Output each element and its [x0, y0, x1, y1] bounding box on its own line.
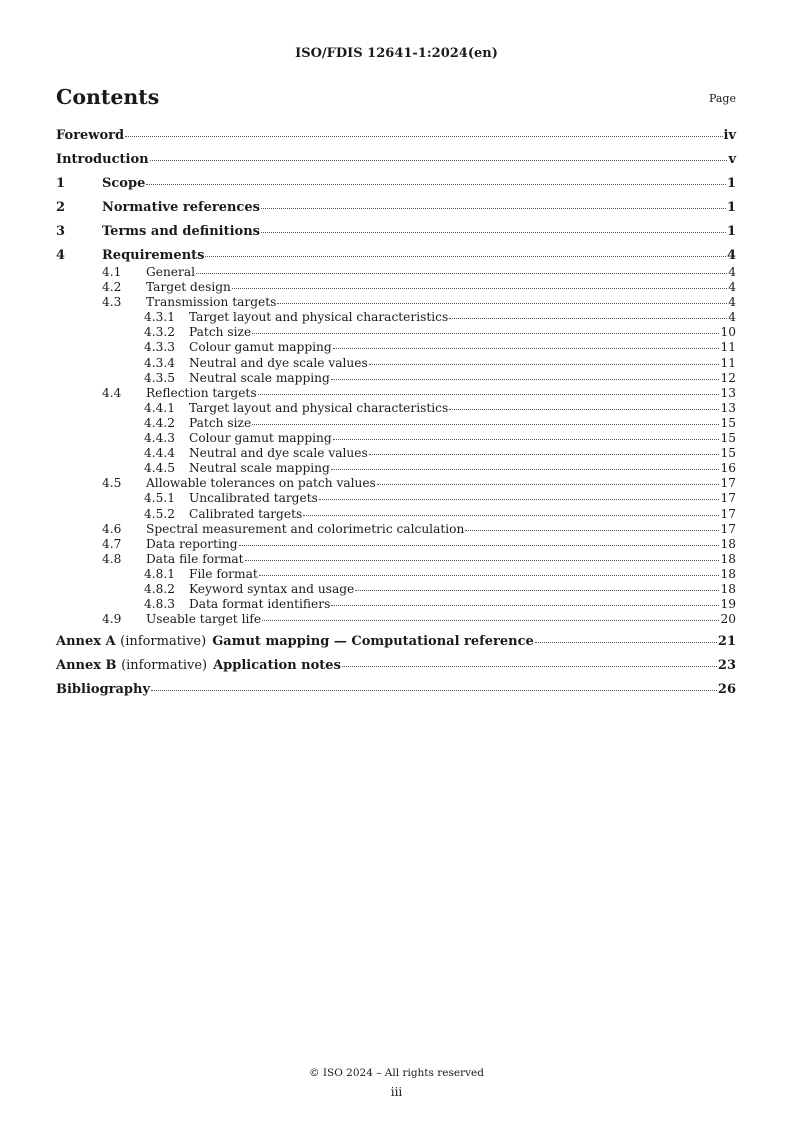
toc-entry-title: Patch size — [189, 325, 252, 340]
dot-leader — [261, 208, 726, 209]
toc-entry-page: 16 — [720, 461, 736, 476]
toc-entry-number: 3 — [56, 224, 66, 239]
dot-leader — [259, 575, 720, 576]
toc-entry[interactable] — [56, 582, 736, 597]
toc-entry-title: General — [146, 265, 195, 279]
dot-leader — [146, 184, 726, 185]
toc-entry-page: 18 — [720, 536, 736, 551]
toc-entry-number: 4.4.2 — [144, 415, 176, 430]
toc-entry-number: 4.3.4 — [144, 355, 176, 370]
toc-entry-title-group — [146, 537, 238, 551]
document-header: ISO/FDIS 12641-1:2024(en) — [295, 46, 498, 61]
annex-label: Annex A — [56, 634, 116, 650]
toc-entry-number: 4.3.2 — [144, 325, 176, 340]
toc-entry[interactable] — [56, 491, 736, 506]
toc-entry[interactable] — [56, 552, 736, 567]
toc-entry-title-group — [102, 176, 145, 191]
toc-entry[interactable] — [56, 401, 736, 416]
toc-entry[interactable] — [56, 597, 736, 612]
toc-entry-page: iv — [723, 128, 736, 143]
toc-entry-title-group — [146, 386, 257, 400]
toc-entry[interactable] — [56, 310, 736, 325]
toc-entry-title-group — [189, 491, 318, 505]
toc-entry[interactable] — [56, 265, 736, 280]
toc-entry[interactable] — [56, 416, 736, 431]
toc-entry-title: Neutral scale mapping — [189, 461, 330, 476]
dot-leader — [125, 136, 722, 137]
toc-entry-title: Spectral measurement and colorimetric calculation — [146, 521, 465, 536]
dot-leader — [150, 160, 728, 161]
toc-entry-title-group — [102, 224, 260, 239]
toc-entry-number: 4.8.1 — [144, 566, 176, 581]
dot-leader — [151, 690, 717, 691]
toc-entry-title: Data reporting — [146, 536, 238, 551]
toc-entry-title-group — [146, 612, 261, 626]
toc-entry-page: 1 — [726, 200, 736, 215]
toc-entry-page: 18 — [720, 551, 736, 566]
toc-entry-page: 4 — [728, 310, 736, 325]
dot-leader — [252, 424, 719, 425]
toc-entry-title: Neutral and dye scale values — [189, 355, 368, 370]
toc-entry-page: 15 — [720, 415, 736, 430]
toc-entry[interactable] — [56, 371, 736, 386]
toc-entry-title: Uncalibrated targets — [189, 491, 318, 506]
toc-entry-number: 1 — [56, 176, 66, 191]
toc-entry-page: 20 — [720, 612, 736, 627]
toc-entry-number: 4.8 — [102, 551, 122, 566]
toc-entry-title-group — [189, 431, 332, 445]
toc-entry-page: 17 — [720, 521, 736, 536]
toc-entry-page: 4 — [728, 265, 736, 279]
toc-entry[interactable] — [56, 507, 736, 522]
toc-entry-title: Useable target life — [146, 612, 262, 627]
dot-leader — [196, 273, 727, 274]
dot-leader — [245, 560, 720, 561]
toc-entry-title-group — [189, 371, 330, 385]
toc-entry-title-group — [189, 597, 330, 611]
toc-entry-title-group — [102, 248, 204, 263]
toc-entry-number: 4.4.4 — [144, 446, 176, 461]
toc-entry-number: 4 — [56, 248, 66, 263]
toc-entry-title: Colour gamut mapping — [189, 431, 332, 446]
dot-leader — [239, 545, 720, 546]
toc-entry-page: 4 — [728, 280, 736, 295]
toc-entry-page: 21 — [717, 634, 736, 650]
toc-entry-page: 18 — [720, 581, 736, 596]
toc-entry-title-group — [189, 446, 368, 460]
toc-entry-page: 18 — [720, 566, 736, 581]
toc-entry-page: 4 — [726, 248, 736, 263]
toc-entry[interactable] — [56, 634, 736, 651]
toc-entry[interactable] — [56, 200, 736, 217]
toc-entry-title-group — [189, 582, 354, 596]
dot-leader — [331, 469, 720, 470]
toc-entry-page: 17 — [720, 476, 736, 491]
toc-entry[interactable] — [56, 356, 736, 371]
toc-entry-number: 4.6 — [102, 521, 122, 536]
toc-entry-title-group — [146, 265, 195, 279]
toc-entry-number: 4.8.2 — [144, 581, 176, 596]
toc-entry-page: 17 — [720, 506, 736, 521]
toc-entry[interactable] — [56, 280, 736, 295]
toc-entry[interactable] — [56, 658, 736, 675]
toc-entry-title: Terms and definitions — [102, 224, 260, 239]
toc-entry-title-group — [189, 340, 332, 354]
toc-entry[interactable] — [56, 128, 736, 145]
dot-leader — [465, 530, 719, 531]
toc-entry[interactable] — [56, 176, 736, 193]
toc-entry-title-group — [146, 552, 244, 566]
toc-entry[interactable] — [56, 476, 736, 491]
table-of-contents — [56, 128, 736, 699]
toc-entry-number: 4.3.5 — [144, 370, 176, 385]
toc-entry-title-group — [56, 658, 341, 673]
toc-entry-title: Transmission targets — [146, 295, 277, 310]
dot-leader — [319, 499, 720, 500]
toc-entry[interactable] — [56, 682, 736, 699]
toc-entry-title: Reflection targets — [146, 385, 257, 400]
toc-entry[interactable] — [56, 567, 736, 582]
toc-entry-title-group — [146, 295, 276, 309]
toc-entry-title: Data file format — [146, 551, 244, 566]
dot-leader — [369, 454, 720, 455]
toc-entry-page: 26 — [717, 682, 736, 698]
toc-entry-title-group — [56, 128, 124, 143]
copyright-footer: © ISO 2024 – All rights reserved — [309, 1067, 484, 1079]
dot-leader — [449, 318, 727, 319]
toc-entry-number: 4.4 — [102, 385, 122, 400]
toc-entry-title: Data format identifiers — [189, 597, 331, 612]
toc-entry-title: Colour gamut mapping — [189, 340, 332, 355]
toc-entry-page: 1 — [726, 224, 736, 239]
annex-type: (informative) — [120, 634, 207, 650]
toc-entry-page: 13 — [720, 400, 736, 415]
toc-entry-number: 4.1 — [102, 265, 122, 279]
toc-entry-page: 13 — [720, 385, 736, 400]
toc-entry[interactable] — [56, 152, 736, 169]
toc-entry-title: Neutral scale mapping — [189, 370, 330, 385]
dot-leader — [355, 590, 719, 591]
toc-entry-title: Scope — [102, 176, 146, 191]
toc-entry[interactable] — [56, 446, 736, 461]
toc-entry-title: Application notes — [213, 658, 341, 674]
page-column-label: Page — [708, 92, 736, 105]
toc-entry-title-group — [146, 476, 376, 490]
toc-entry-title: Bibliography — [56, 682, 151, 698]
toc-entry-page: 15 — [720, 446, 736, 461]
annex-type: (informative) — [121, 658, 208, 674]
toc-entry-title: Neutral and dye scale values — [189, 446, 368, 461]
page-number: iii — [390, 1085, 403, 1099]
toc-entry-number: 4.8.3 — [144, 597, 176, 612]
dot-leader — [333, 348, 720, 349]
toc-entry-title-group — [189, 310, 448, 324]
toc-entry-number: 4.3.3 — [144, 340, 176, 355]
dot-leader — [205, 256, 725, 257]
dot-leader — [535, 642, 717, 643]
toc-entry-number: 4.5.1 — [144, 491, 176, 506]
dot-leader — [333, 439, 720, 440]
toc-entry-title-group — [189, 325, 251, 339]
toc-entry-title-group — [189, 567, 258, 581]
page-title: Contents — [56, 85, 160, 109]
toc-entry[interactable] — [56, 224, 736, 241]
toc-entry-title-group — [56, 152, 149, 167]
dot-leader — [252, 333, 719, 334]
toc-entry[interactable] — [56, 295, 736, 310]
toc-entry-title-group — [56, 682, 150, 697]
toc-entry-number: 4.4.5 — [144, 461, 176, 476]
toc-entry-number: 4.2 — [102, 280, 122, 295]
dot-leader — [342, 666, 717, 667]
toc-entry-title-group — [189, 461, 330, 475]
toc-entry-number: 4.5 — [102, 476, 122, 491]
toc-entry-page: 15 — [720, 431, 736, 446]
toc-entry-page: 12 — [720, 370, 736, 385]
toc-entry-number: 4.7 — [102, 536, 122, 551]
toc-entry-page: v — [728, 152, 736, 167]
toc-entry-title: Calibrated targets — [189, 506, 303, 521]
toc-entry-title: Foreword — [56, 128, 125, 143]
toc-entry-page: 4 — [728, 295, 736, 310]
toc-entry-number: 2 — [56, 200, 66, 215]
dot-leader — [261, 232, 726, 233]
dot-leader — [377, 484, 720, 485]
toc-entry-page: 1 — [726, 176, 736, 191]
toc-entry-title: Patch size — [189, 415, 252, 430]
dot-leader — [449, 409, 719, 410]
toc-entry-number: 4.9 — [102, 612, 122, 627]
dot-leader — [369, 364, 720, 365]
toc-entry-page: 11 — [720, 340, 736, 355]
toc-entry-number: 4.3 — [102, 295, 122, 310]
dot-leader — [277, 303, 727, 304]
dot-leader — [331, 379, 720, 380]
toc-entry[interactable] — [56, 522, 736, 537]
toc-entry-title: Introduction — [56, 152, 149, 167]
toc-entry[interactable] — [56, 340, 736, 355]
toc-entry[interactable] — [56, 386, 736, 401]
toc-entry-title-group — [189, 356, 368, 370]
toc-entry-title-group — [146, 280, 231, 294]
toc-entry-title: Target layout and physical characteristics — [189, 400, 449, 415]
toc-entry-number: 4.4.3 — [144, 431, 176, 446]
toc-entry[interactable] — [56, 325, 736, 340]
toc-entry-title-group — [189, 401, 448, 415]
annex-label: Annex B — [56, 658, 117, 674]
toc-entry-title: Requirements — [102, 248, 205, 263]
toc-entry-title-group — [189, 507, 302, 521]
toc-entry-title-group — [189, 416, 251, 430]
toc-entry-page: 17 — [720, 491, 736, 506]
toc-entry-page: 19 — [720, 597, 736, 612]
toc-entry[interactable] — [56, 612, 736, 627]
toc-entry[interactable] — [56, 537, 736, 552]
toc-entry-title-group — [56, 634, 534, 649]
toc-entry-title: Target layout and physical characteristics — [189, 310, 449, 325]
dot-leader — [262, 620, 719, 621]
toc-entry-title: File format — [189, 566, 258, 581]
dot-leader — [258, 394, 720, 395]
dot-leader — [232, 288, 727, 289]
toc-entry-title-group — [102, 200, 260, 215]
toc-entry[interactable] — [56, 431, 736, 446]
toc-entry[interactable] — [56, 248, 736, 265]
toc-entry-page: 10 — [720, 325, 736, 340]
toc-entry[interactable] — [56, 461, 736, 476]
dot-leader — [303, 515, 719, 516]
dot-leader — [331, 605, 719, 606]
toc-entry-page: 23 — [717, 658, 736, 674]
toc-entry-title: Target design — [146, 280, 231, 295]
toc-entry-number: 4.5.2 — [144, 506, 176, 521]
toc-entry-title: Allowable tolerances on patch values — [146, 476, 376, 491]
toc-entry-number: 4.4.1 — [144, 400, 176, 415]
toc-entry-title: Keyword syntax and usage — [189, 581, 355, 596]
toc-entry-title: Normative references — [102, 200, 260, 215]
toc-entry-number: 4.3.1 — [144, 310, 176, 325]
toc-entry-page: 11 — [720, 355, 736, 370]
toc-entry-title-group — [146, 522, 464, 536]
toc-entry-title: Gamut mapping — Computational reference — [212, 634, 534, 650]
